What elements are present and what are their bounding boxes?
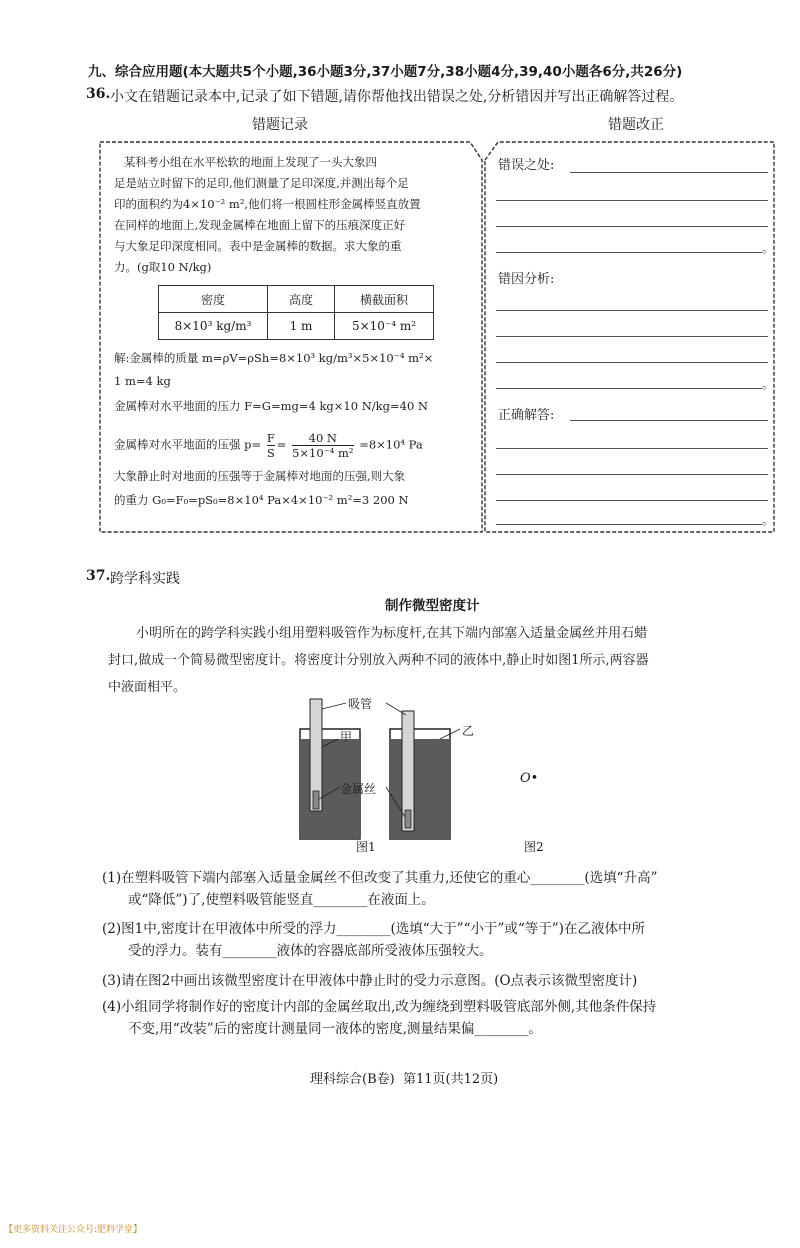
answer-line[interactable] [496, 448, 768, 449]
q37-number: 37. [86, 568, 111, 584]
wire-jia [313, 791, 319, 809]
answer-line[interactable] [496, 362, 768, 363]
answer-line[interactable] [496, 200, 768, 201]
answer-line[interactable] [496, 388, 762, 389]
pressure-line: 金属棒对水平地面的压强 p= $\frac{F}{S}$ = $\frac{40 N}{\text{5×10⁻⁴ m²}}$ =8×10⁴ Pa [114, 431, 423, 460]
liquid-yi [391, 739, 449, 838]
solution-line: 大象静止时对地面的压强等于金属棒对地面的压强,则大象 [114, 469, 406, 483]
sub-question-2 [102, 918, 645, 962]
fraction-denominator: 5×10⁻⁴ m² [292, 446, 354, 460]
fraction-numerator: F [266, 431, 275, 445]
end-mark: 。 [762, 241, 774, 255]
straw-leader [386, 703, 406, 715]
wrong-record-title: 错题记录 [252, 117, 308, 133]
error-label: 错误之处: [498, 158, 555, 173]
question-line: (2)图1中,密度计在甲液体中所受的浮力________(选填“大于”“小于”或“等于”)在乙液体中所 [102, 921, 645, 937]
question-line: 或“降低”)了,使塑料吸管能竖直________在液面上。 [128, 892, 435, 908]
end-mark: 。 [762, 377, 774, 391]
answer-line[interactable] [496, 226, 768, 227]
table-header-cell: 横截面积 [335, 286, 434, 313]
problem-line: 某科考小组在水平松软的地面上发现了一头大象四 [124, 155, 377, 169]
table-row [159, 286, 434, 313]
fraction-numerator: 40 N [292, 431, 353, 446]
metal-rod-table [158, 285, 434, 340]
label-wire: 金属丝 [340, 782, 377, 796]
section-header: 九、综合应用题(本大题共5个小题,36小题3分,37小题7分,38小题4分,39,40小题各6分,共26分) [88, 64, 683, 80]
sub-question-1 [102, 867, 657, 911]
table-cell: 5×10⁻⁴ m² [335, 313, 434, 340]
solution-line: 金属棒对水平地面的压力 F=G=mg=4 kg×10 N/kg=40 N [114, 399, 428, 413]
problem-line: 在同样的地面上,发现金属棒在地面上留下的压痕深度正好 [114, 218, 406, 232]
q36-number: 36. [86, 86, 111, 102]
pressure-prefix: 金属棒对水平地面的压强 p= [114, 437, 262, 452]
label-jia: 甲 [340, 730, 353, 744]
problem-text [114, 152, 421, 278]
question-line: 不变,用“改装”后的密度计测量同一液体的密度,测量结果偏________。 [128, 1021, 542, 1037]
q37-intro [108, 620, 649, 701]
fraction-denominator: S [266, 446, 275, 460]
intro-line: 小明所在的跨学科实践小组用塑料吸管作为标度杆,在其下端内部塞入适量金属丝并用石蜡 [136, 626, 648, 641]
answer-line[interactable] [570, 420, 768, 421]
corner-note: 【更多资料关注公众号:肥料学堂】 [4, 1225, 143, 1235]
point-o: O• [520, 771, 539, 786]
solution-line: 1 m=4 kg [114, 374, 171, 388]
label-yi: 乙 [462, 724, 475, 738]
table-header-cell: 密度 [159, 286, 268, 313]
table-header-cell: 高度 [268, 286, 335, 313]
answer-line[interactable] [496, 310, 768, 311]
question-line: (1)在塑料吸管下端内部塞入适量金属丝不但改变了其重力,还使它的重心________(选填“升高” [102, 870, 658, 886]
fraction [267, 431, 275, 460]
answer-line[interactable] [496, 252, 762, 253]
fig1-caption: 图1 [356, 840, 376, 854]
sub-question-4 [102, 996, 656, 1040]
end-mark: 。 [762, 513, 774, 527]
answer-line[interactable] [496, 336, 768, 337]
problem-line: 印的面积约为4×10⁻² m²,他们将一根圆柱形金属棒竖直放置 [114, 197, 421, 211]
problem-line: 与大象足印深度相同。表中是金属棒的数据。求大象的重 [114, 239, 402, 253]
problem-line: 力。(g取10 N/kg) [114, 260, 212, 274]
q37-title: 制作微型密度计 [385, 598, 480, 614]
question-line: 受的浮力。装有________液体的容器底部所受液体压强较大。 [128, 943, 493, 959]
solution-line: 的重力 G₀=F₀=pS₀=8×10⁴ Pa×4×10⁻² m²=3 200 N [114, 493, 409, 507]
q36-prompt: 小文在错题记录本中,记录了如下错题,请你帮他找出错误之处,分析错因并写出正确解答过程。 [110, 89, 684, 105]
answer-line[interactable] [496, 500, 768, 501]
intro-line: 中液面相平。 [108, 680, 187, 695]
wire-yi [405, 810, 411, 828]
solution-line: 解:金属棒的质量 m=ρV=ρSh=8×10³ kg/m³×5×10⁻⁴ m²× [114, 351, 434, 365]
question-line: (3)请在图2中画出该微型密度计在甲液体中静止时的受力示意图。(O点表示该微型密度计) [102, 973, 638, 989]
table-row [159, 313, 434, 340]
fraction [292, 431, 353, 460]
question-line: (4)小组同学将制作好的密度计内部的金属丝取出,改为缠绕到塑料吸管底部外侧,其他条件保持 [102, 999, 657, 1015]
intro-line: 封口,做成一个简易微型密度计。将密度计分别放入两种不同的液体中,静止时如图1所示,两容器 [108, 653, 649, 668]
sub-question-3 [102, 970, 637, 992]
answer-label: 正确解答: [498, 408, 555, 423]
straw-leader [322, 703, 346, 709]
problem-line: 足是站立时留下的足印,他们测量了足印深度,并测出每个足 [114, 176, 409, 190]
answer-line[interactable] [570, 172, 768, 173]
cause-label: 错因分析: [498, 272, 555, 287]
pressure-result: =8×10⁴ Pa [359, 437, 423, 452]
answer-line[interactable] [496, 524, 762, 525]
answer-line[interactable] [496, 474, 768, 475]
correction-title: 错题改正 [608, 117, 664, 133]
table-cell: 1 m [268, 313, 335, 340]
q37-topic: 跨学科实践 [110, 571, 180, 587]
fig2-caption: 图2 [524, 840, 544, 854]
label-straw: 吸管 [348, 697, 373, 711]
table-cell: 8×10³ kg/m³ [159, 313, 268, 340]
page-footer: 理科综合(B卷) 第11页(共12页) [310, 1072, 499, 1087]
figure-1 [290, 695, 490, 845]
